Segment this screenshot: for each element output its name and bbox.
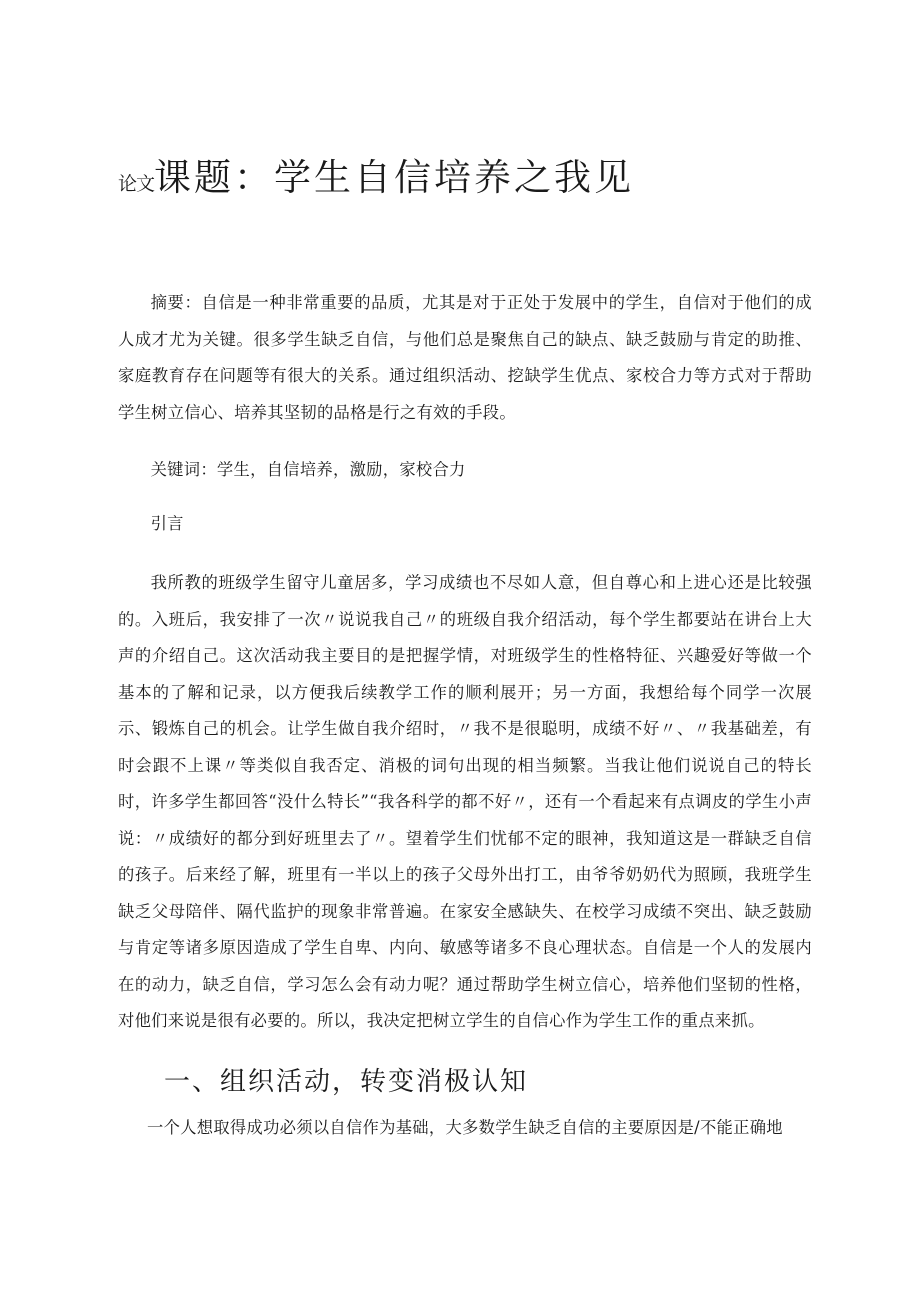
section-heading-1: 一、组织活动，转变消极认知: [164, 1067, 529, 1097]
section1-body-paragraph: 一个人想取得成功必须以自信作为基础，大多数学生缺乏自信的主要原因是/不能正确地: [147, 1118, 783, 1137]
keywords-line: 关键词：学生，自信培养，激励，家校合力: [150, 460, 466, 479]
intro-heading: 引言: [150, 514, 184, 533]
intro-body-paragraph: 我所教的班级学生留守儿童居多，学习成绩也不尽如人意，但自尊心和上进心还是比较强的。入班后，我安排了一次〃说说我自己〃的班级自我介绍活动，每个学生都要站在讲台上大声的介绍自己。这次活动我主要目的是把握学情，对班级学生的性格特征、兴趣爱好等做一个基本的了解和记录，以方便我后续教学工作的顺利展开；另一方面，我想给每个同学一次展示、锻炼自己的机会。让学生做自我介绍时，〃我不是很聪明，成绩不好〃、〃我基础差，有时会跟不上课〃等类似自我否定、消极的词句出现的相当频繁。当我让他们说说自己的特长时，许多学生都回答“没什么特长”“我各科学的都不好〃，还有一个看起来有点调皮的学生小声说：〃成绩好的都分到好班里去了〃。望着学生们忧郁不定的眼神，我知道这是一群缺乏自信的孩子。后来经了解，班里有一半以上的孩子父母外出打工，由爷爷奶奶代为照顾，我班学生缺乏父母陪伴、隔代监护的现象非常普遍。在家安全感缺失、在校学习成绩不突出、缺乏鼓励与肯定等诸多原因造成了学生自卑、内向、敏感等诸多不良心理状态。自信是一个人的发展内在的动力，缺乏自信，学习怎么会有动力呢？通过帮助学生树立信心，培养他们坚韧的性格，对他们来说是很有必要的。所以，我决定把树立学生的自信心作为学生工作的重点来抓。: [118, 573, 812, 1030]
document-title: [118, 150, 634, 213]
title-prefix: 论文: [118, 173, 155, 195]
abstract-paragraph: 摘要：自信是一种非常重要的品质，尤其是对于正处于发展中的学生，自信对于他们的成人成才尤为关键。很多学生缺乏自信，与他们总是聚焦自己的缺点、缺乏鼓励与肯定的助推、家庭教育存在问题等有很大的关系。通过组织活动、挖缺学生优点、家校合力等方式对于帮助学生树立信心、培养其坚韧的品格是行之有效的手段。: [118, 293, 812, 422]
title-main: 课题：学生自信培养之我见: [154, 156, 635, 199]
